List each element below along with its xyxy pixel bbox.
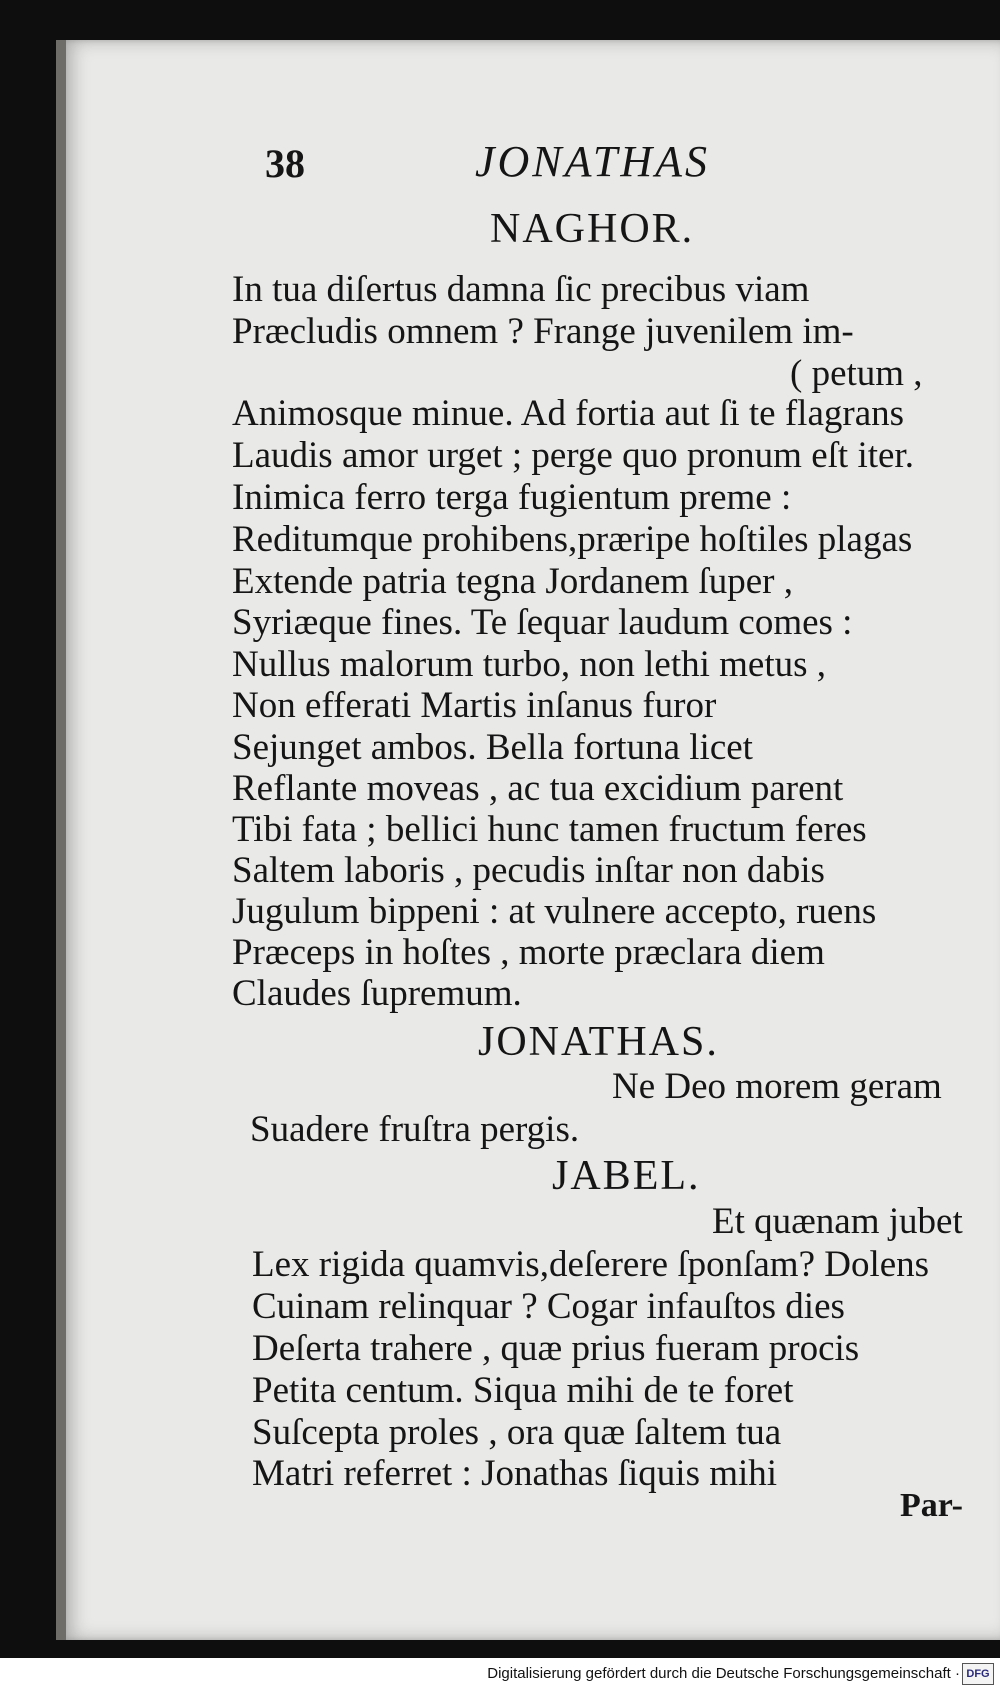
verse-line: Sejunget ambos. Bella fortuna licet	[232, 727, 753, 768]
verse-line: Extende patria tegna Jordanem ſuper ,	[232, 561, 793, 602]
verse-line: Animosque minue. Ad fortia aut ſi te flagrans	[232, 393, 905, 434]
verse-line: Jugulum bippeni : at vulnere accepto, ruens	[232, 891, 877, 932]
verse-line: Præcludis omnem ? Frange juvenilem im-	[232, 311, 854, 352]
verse-continuation: ( petum ,	[790, 353, 923, 394]
verse-line: Petita centum. Siqua mihi de te foret	[252, 1370, 794, 1411]
verse-line: Saltem laboris , pecudis inſtar non dabis	[232, 850, 825, 891]
verse-line: Reflante moveas , ac tua excidium parent	[232, 768, 844, 809]
speaker-jonathas: JONATHAS.	[478, 1019, 719, 1065]
verse-line: Tibi fata ; bellici hunc tamen fructum feres	[232, 809, 867, 850]
catchword: Par-	[900, 1487, 963, 1524]
verse-line-right: Et quænam jubet	[712, 1201, 963, 1242]
verse-line: Inimica ferro terga fugientum preme :	[232, 477, 792, 518]
verse-line: Suadere fruſtra pergis.	[250, 1109, 580, 1150]
verse-line: In tua diſertus damna ſic precibus viam	[232, 269, 810, 310]
verse-line: Claudes ſupremum.	[232, 973, 522, 1014]
verse-line: Lex rigida quamvis,deſerere ſponſam? Dolens	[252, 1244, 930, 1285]
verse-line: Matri referret : Jonathas ſiquis mihi	[252, 1453, 778, 1494]
verse-line: Suſcepta proles , ora quæ ſaltem tua	[252, 1412, 782, 1453]
dfg-logo: DFG	[962, 1663, 994, 1685]
verse-line-right: Ne Deo morem geram	[612, 1066, 942, 1107]
speaker-naghor: NAGHOR.	[490, 206, 695, 252]
verse-line: Cuinam relinquar ? Cogar infauſtos dies	[252, 1286, 845, 1327]
footer-bar	[0, 1658, 1000, 1690]
speaker-jabel: JABEL.	[552, 1153, 701, 1199]
verse-line: Nullus malorum turbo, non lethi metus ,	[232, 644, 827, 685]
verse-line: Reditumque prohibens,præripe hoſtiles plagas	[232, 519, 913, 560]
verse-line: Non efferati Martis inſanus furor	[232, 685, 717, 726]
verse-line: Laudis amor urget ; perge quo pronum eſt iter.	[232, 435, 914, 476]
verse-line: Deſerta trahere , quæ prius fueram procis	[252, 1328, 860, 1369]
funding-credit: Digitalisierung gefördert durch die Deutsche Forschungsgemeinschaft ·	[487, 1665, 960, 1682]
page-number: 38	[265, 141, 305, 186]
verse-line: Syriæque fines. Te ſequar laudum comes :	[232, 602, 853, 643]
running-title: JONATHAS	[475, 137, 711, 186]
verse-line: Præceps in hoſtes , morte præclara diem	[232, 932, 825, 973]
